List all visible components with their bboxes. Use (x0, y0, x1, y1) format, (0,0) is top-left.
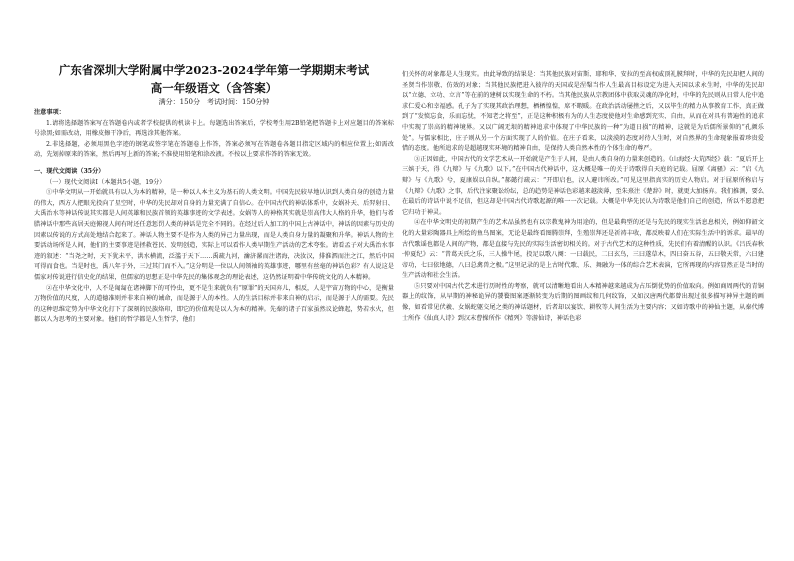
section-heading: 一、现代文阅读（35分） (34, 167, 105, 175)
exam-title-line2: 高一年级语文（含答案） (150, 81, 278, 95)
right-paragraph-2: ③正因如此，中国古代的文学艺术从一开始就是产生于人间，是由人类自身的力量来创造的。《山海经·大荒西经》载：“夏后开上三嫔于天，得《九辩》与《九歌》以下。”在中国古代神话中，这大概是唯一的关于诗歌得自天庭的记载。屈原《离骚》云：“启《九辩》与《九歌》兮，夏康娱以自纵。”郝懿行疏云：“开即启也，汉人避讳所改。”可见这里指真实的历史人物启。对于屈原所称启与《九辩》《九歌》之事，后代注家聚讼纷纭，总的趋势是神话色彩越来越淡薄，至朱熹注《楚辞》时，就更大加扬弃。我们推测，要么在最后的诗话中说不足信，但这却是中国古代诗歌起源的唯一一次记载。大概是中华先民认为诗歌是他们自己的创造，所以不愿意把它归功于神灵。 (402, 155, 764, 216)
score-time-line: 满分：150分 考试时间：150分钟 (158, 98, 270, 106)
note-item-2: 2.非选择题，必须用黑色字迹的钢笔或签字笔在答题卷上作答，答案必须写在答题卷各题目指定区域内的相应位置上;如需改动，先划掉原来的答案，然后再写上新的答案;不准使用铅笔和涂改液。不按以上要求作答的答案无效。 (34, 140, 394, 159)
section-subheading: （一）现代文阅读Ⅰ（本题共5小题，19分） (46, 178, 166, 186)
notes-heading: 注意事项： (34, 109, 65, 116)
left-paragraph-1: ①中华文明从一开始就具有以人为本的精神，是一种以人本主义为基石的人类文明。中国先民较早地认识到人类自身的创造力量的伟大，西方人把眼光投向了星空时，中华的先民却对自身的力量充满了自信心。在中国古代的神话体系中，女娲补天、后羿射日、大禹治水等神话传说其实都是人间英雄和民族首领的英雄事迹的文学表述。女娲等人的神格其实就是崇高伟大人格的升华，他们与希腊神话中那些高居天庭俯视人间有时还任意惩罚人类的神话是完全不同的。在经过后人加工的中国上古神话中，神话的因素与历史的因素以传说的方式高处地结合起来了。神话人物主要不是作为人类的异己力量出现，而是人类自身力量的凝聚和升华。神话人物的主要活动场所是人间，他们的主要事迹是拯救苍民、发明创造，实际上可以看作人类早期生产活动的艺术夸张。请看孟子对大禹治水事迹的叙述：“当尧之时，天下犹未平，洪水横流，泛滥于天下……禹疏九河，瀹济漯而注诸海，决汝汉，排淮泗而注之江，然后中国可得而食也。当是时也，禹八年于外，三过其门而不入。”这分明是一位以人间领袖的英雄事迹，哪里有丝毫的神话色彩？有人说这是儒家对传说进行信史化的结果，但儒家的思想正是中华先民的集体观念的理论表述，这仍然证明着中华传统文化的人本精神。 (34, 189, 394, 281)
left-paragraph-2: ②在中华文化中，人不是匍匐在诸神脚下的可怜虫，更不是生来就负有“原罪”的天国弃儿，相反，人是宇宙万物的中心，是衡量万物价值的尺度，人的道德准则并非来自神的诫命，而是源于人的本性。人的生活目标并非来自神的启示，而是源于人的需要。先民的这种思维定势为中华文化打下了深刻的民族烙印，即它的价值观是以人为本的精神。先秦的诸子百家虽然议论蜂起，势若水火，但都以人为思考的主要对象。他们的哲学都是人生哲学，他们 (34, 284, 394, 324)
exam-title-line1: 广东省深圳大学附属中学2023-2024学年第一学期期末考试 (58, 63, 370, 77)
right-paragraph-3: ④在中华文明史的初期产生的艺术品虽然也有以宗教鬼神为用途的，但是最典型的还是与先民的现实生活息息相关，例如仰韶文化的大量彩陶器具上所绘的鱼鸟图案，无论是最终看图腾崇拜，生殖崇拜还是祈祷丰收，都反映着人们在实际生活中的诉求。最早的古代歌谣也都是人间的产物，都是直接与先民的实际生活密切相关的。对于古代艺术的这种性质，先民们有着清醒的认识。《吕氏春秋·仲夏纪》云：“昔葛天氏之乐，三人操牛尾，投足以歌八阕：一曰载民，二曰玄鸟，三曰遂草木，四曰奋五谷，五曰敬天常，六曰建帝功，七曰依地德，八曰总禽兽之极。”这里记录的是上古时代歌、乐、舞融为一体的综合艺术表演，它所再现的内容显然正是当时的生产活动和社会生活。 (402, 219, 764, 280)
left-column (34, 108, 394, 326)
right-column (402, 70, 764, 324)
right-paragraph-1: 们关怀的对象都是人生现实。由此导致的结果是：当其他民族对宙斯、耶和华、安拉的至高权威顶礼膜拜时，中华的先民却把人间的圣贤当作崇敬、仿效的对象；当其他民族把进入彼岸的天国或是涅槃当作人生最高目标设定为进入天国以求永生时，中华的先民却以“立德、立功、立言”等在前的建树以实现生命的不朽。当其他民族从宗教团体中获取灵魂的净化时，中华的先民则从日常人伦中追求仁爱心和幸福感。孔子为了实现其政治理想，栖栖惶惶，席不暇暖。在政治活动屡挫之后，又以毕生的精力从事教育工作，真正做到了“发愤忘食，乐而忘忧，不知老之将至”，正是这种积极有为的人生态度使他对生命感到充实、自由，从而在对具有普遍性的追求中实现了崇高的精神境界。又以广阔无垠的精神追求中体现了中华民族的一种“为道日损”的精神，这就是为后儒所景仰的“孔颜乐处”。与儒家相比，庄子则从另一个方面实现了人的价值。在庄子看来，以淡漠的态度对待人生时，对自然界的生命现象报着珍贵爱惜的态度。他所追求的是超越现实环境的精神自由，是保持人类自然本性的个体生命的尊严。 (402, 71, 764, 153)
note-item-1: 1.请将选择题答案写在答题卷内或者学校提供的机读卡上。每题选出答案后，学校考生用2B铅笔把答题卡上对应题目的答案标号涂黑;如需改动，用橡皮擦干净后，再选涂其他答案。 (34, 119, 394, 138)
right-paragraph-4: ⑤只要对中国古代艺术进行历时性的考察，就可以清晰地看出人本精神越来越成为占压倒优势的价值取向。例如商周两代的青铜器上的纹饰，从早期的神秘诡异的饕餮图案逐渐转变为后期的图画纹和几何纹饰，又如汉唐两代都曾出现过很多描写神异主题的画像，如看常见伏羲、女娲蛇躯交尾之类的神话题材，后者却以宴饮、耕牧等人间生活为主要内容；又如诗歌中的神仙主题，从秦代博士所作《仙真人诗》到汉末曹操所作《精列》等游仙诗，神话色彩 (402, 282, 764, 322)
